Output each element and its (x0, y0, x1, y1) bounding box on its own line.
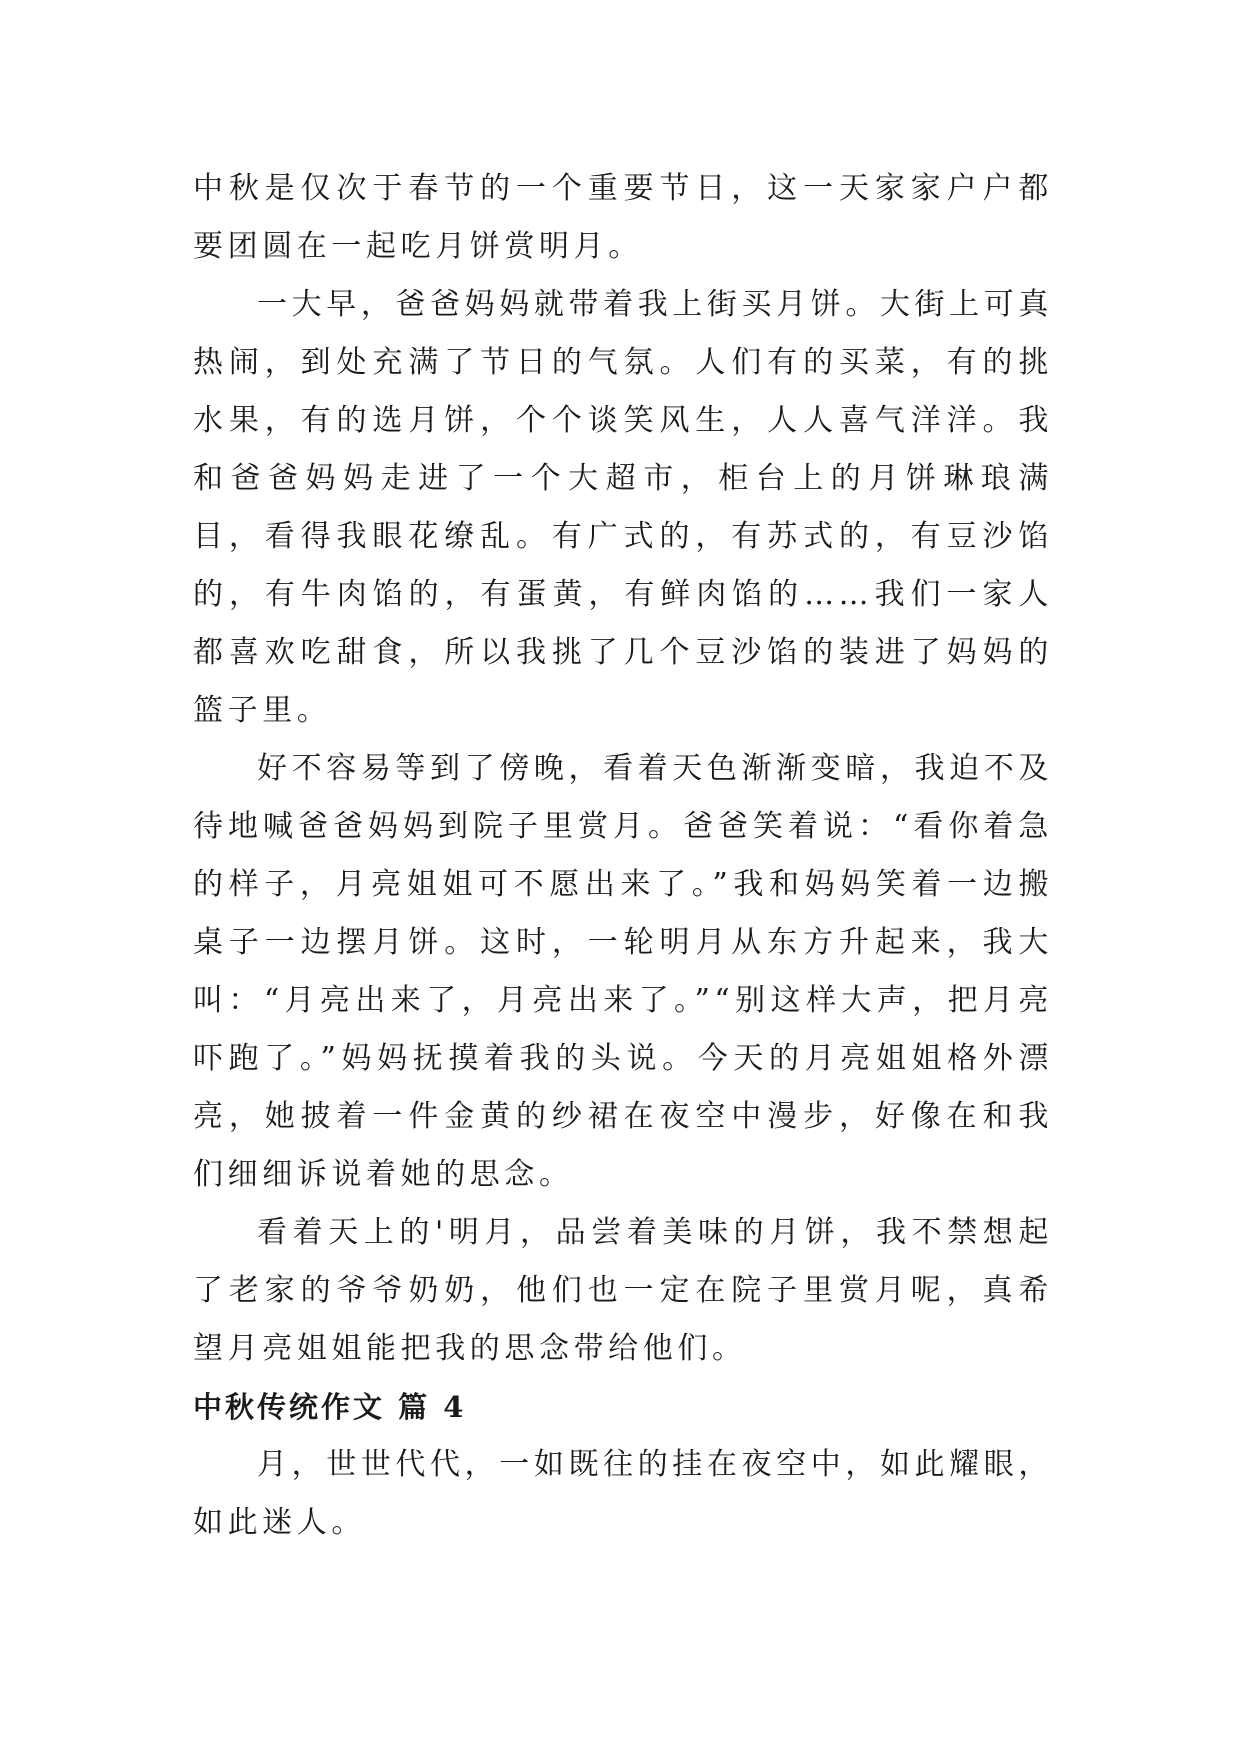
section-heading: 中秋传统作文 篇 4 (193, 1390, 467, 1424)
paragraph-moon-viewing: 好不容易等到了傍晚，看着天色渐渐变暗，我迫不及待地喊爸爸妈妈到院子里赏月。爸爸笑着说：“看你着急的样子，月亮姐姐可不愿出来了。”我和妈妈笑着一边搬桌子一边摆月饼。这时，一轮明月从东方升起来，我大叫：“月亮出来了，月亮出来了。”“别这样大声，把月亮吓跑了。”妈妈抚摸着我的头说。今天的月亮姐姐格外漂亮，她披着一件金黄的纱裙在夜空中漫步，好像在和我们细细诉说着她的思念。 (193, 751, 1053, 1192)
essay-body (193, 160, 1053, 1552)
paragraph-moon-poem: 月，世世代代，一如既往的挂在夜空中，如此耀眼，如此迷人。 (193, 1447, 1053, 1540)
paragraph-buying-mooncakes: 一大早，爸爸妈妈就带着我上街买月饼。大街上可真热闹，到处充满了节日的气氛。人们有的买菜，有的挑水果，有的选月饼，个个谈笑风生，人人喜气洋洋。我和爸爸妈妈走进了一个大超市，柜台上的月饼琳琅满目，看得我眼花缭乱。有广式的，有苏式的，有豆沙馅的，有牛肉馅的，有蛋黄，有鲜肉馅的……我们一家人都喜欢吃甜食，所以我挑了几个豆沙馅的装进了妈妈的篮子里。 (193, 287, 1053, 728)
paragraph-missing-grandparents: 看着天上的'明月，品尝着美味的月饼，我不禁想起了老家的爷爷奶奶，他们也一定在院子里赏月呢，真希望月亮姐姐能把我的思念带给他们。 (193, 1215, 1053, 1366)
paragraph-intro: 中秋是仅次于春节的一个重要节日，这一天家家户户都要团圆在一起吃月饼赏明月。 (193, 171, 1053, 264)
